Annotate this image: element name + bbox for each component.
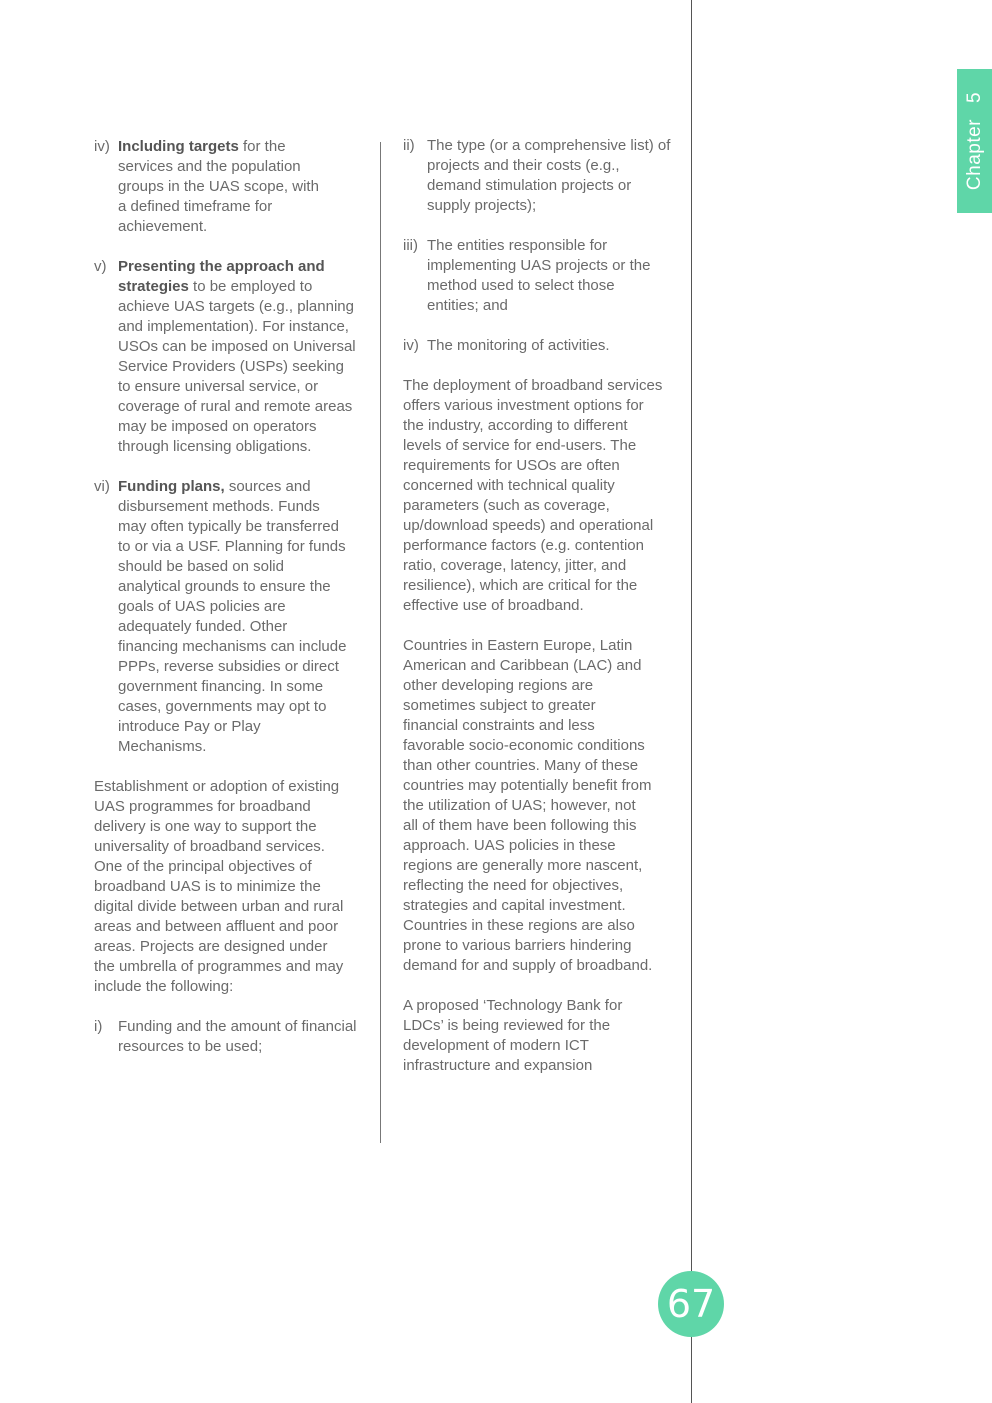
list-number: v) — [94, 258, 107, 275]
list-item-i — [94, 1017, 368, 1057]
list-item-v — [94, 257, 356, 457]
list-item-heading: Including targets — [118, 138, 239, 155]
column-divider — [380, 142, 381, 1143]
chapter-tab[interactable] — [957, 69, 992, 213]
list-number: iv) — [403, 337, 419, 354]
body-paragraph: A proposed ‘Technology Bank for LDCs’ is being reviewed for the development of modern ICT infrastructure and expansion — [403, 997, 623, 1074]
list-item-iii — [403, 236, 657, 316]
list-item-vi — [94, 477, 350, 757]
page-margin-line — [691, 0, 692, 1403]
list-item-iv — [403, 336, 667, 356]
list-item-text: for the services and the population groups in the UAS scope, with a defined timeframe for achievement. — [118, 138, 319, 235]
right-column — [403, 136, 671, 1076]
list-item-text: The entities responsible for implementing UAS projects or the method used to select those entities; and — [427, 237, 651, 314]
list-item-ii — [403, 136, 671, 216]
list-item-text: The type (or a comprehensive list) of projects and their costs (e.g., demand stimulation projects or supply projects); — [427, 137, 671, 214]
list-number: iv) — [94, 138, 110, 155]
list-number: ii) — [403, 137, 415, 154]
list-item-text: sources and disbursement methods. Funds may often typically be transferred to or via a USF. Planning for funds should be based on solid analytical grounds to ensure the goals of UAS policies are adequately funded. Other financing mechanisms can include PPPs, reverse subsidies or direct government financing. In some cases, governments may opt to introduce Pay or Play Mechanisms. — [118, 478, 347, 755]
list-item-text: The monitoring of activities. — [427, 337, 610, 354]
body-paragraph: The deployment of broadband services offers various investment options for the industry, according to different levels of service for end-users. The requirements for USOs are often concerned with technical quality parameters (such as coverage, up/download speeds) and operational performance factors (e.g. contention ratio, coverage, latency, jitter, and resilience), which are critical for the effective use of broadband. — [403, 377, 663, 614]
list-number: vi) — [94, 478, 110, 495]
chapter-number: 5 — [963, 91, 985, 103]
left-column — [94, 137, 356, 1057]
list-item-text: to be employed to achieve UAS targets (e.g., planning and implementation). For instance, USOs can be imposed on Universal Service Providers (USPs) seeking to ensure universal service, or coverage of rural and remote areas may be imposed on operators through licensing obligations. — [118, 278, 356, 455]
list-item-heading: Funding plans, — [118, 478, 225, 495]
page-number: 67 — [658, 1271, 724, 1337]
list-number: i) — [94, 1018, 103, 1035]
list-number: iii) — [403, 237, 418, 254]
chapter-label: Chapter — [963, 118, 985, 191]
body-paragraph: Establishment or adoption of existing UAS programmes for broadband delivery is one way to support the universality of broadband services. One of the principal objectives of broadband UAS is to minimize the digital divide between urban and rural areas and between affluent and poor areas. Projects are designed under the umbrella of programmes and may include the following: — [94, 778, 344, 995]
list-item-iv — [94, 137, 330, 237]
body-paragraph: Countries in Eastern Europe, Latin American and Caribbean (LAC) and other developing regions are sometimes subject to greater financial constraints and less favorable socio-economic conditions than other countries. Many of these countries may potentially benefit from the utilization of UAS; however, not all of them have been following this approach. UAS policies in these regions are generally more nascent, reflecting the need for objectives, strategies and capital investment. Countries in these regions are also prone to various barriers hindering demand for and supply of broadband. — [403, 637, 653, 974]
list-item-heading: Presenting the approach and strategies — [118, 258, 325, 295]
list-item-text: Funding and the amount of financial resources to be used; — [118, 1018, 357, 1055]
